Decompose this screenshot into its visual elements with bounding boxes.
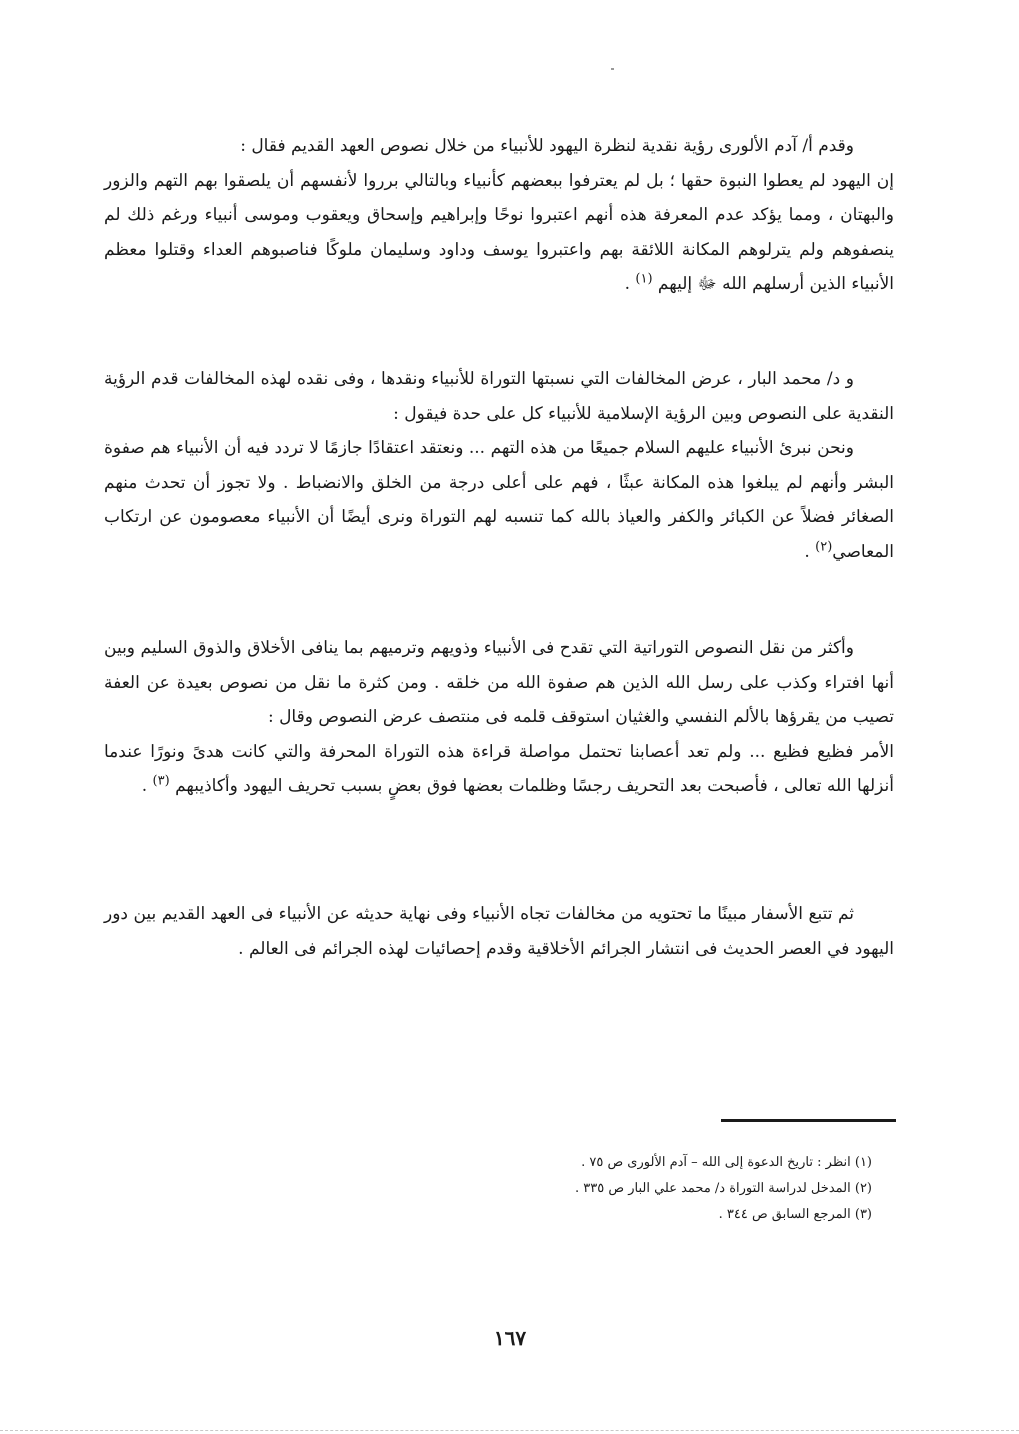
scan-speck — [611, 68, 614, 70]
footnote-1: (١) انظر : تاريخ الدعوة إلى الله – آدم الألورى ص ٧٥ . — [581, 1155, 872, 1170]
footnote-marker[interactable]: (٣) — [152, 773, 170, 789]
block-quote — [104, 164, 894, 302]
page-number: ١٦٧ — [493, 1326, 527, 1350]
paragraph-text: ثم تتبع الأسفار مبينًا ما تحتويه من مخالفات تجاه الأنبياء وفى نهاية حديثه عن الأنبياء فى العهد القديم بين دور اليهود في العصر الحديث فى انتشار الجرائم الأخلاقية وقدم إحصائيات لهذه الجرائم فى العالم . — [104, 904, 894, 959]
quote-text: الأمر فظيع فظيع ... ولم تعد أعصابنا تحتمل مواصلة قراءة هذه التوراة المحرفة والتي كانت هدىً ونورًا عندما أنزلها الله تعالى ، فأصبحت بعد التحريف رجسًا وظلمات بعضها فوق بعضٍ بسبب تحريف اليهود وأكاذيبهم — [104, 741, 894, 796]
footnote-marker[interactable]: (١) — [635, 271, 653, 287]
footnote-2: (٢) المدخل لدراسة التوراة د/ محمد علي البار ص ٣٣٥ . — [575, 1181, 872, 1196]
block-quote — [104, 735, 894, 804]
quote-text: ونحن نبرئ الأنبياء عليهم السلام جميعًا من هذه التهم ... ونعتقد اعتقادًا جازمًا لا تردد فيه أن الأنبياء هم صفوة البشر وأنهم لم يبلغوا هذه المكانة عبثًا ، فهم على أعلى درجة من الخلق والانضباط . ولا تجوز أن تحدث منهم الصغائر فضلاً عن الكبائر والكفر والعياذ بالله كما تنسبه لهم التوراة ونرى أيضًا أن الأنبياء معصومون عن ارتكاب المعاصي — [104, 438, 894, 562]
quote-text: إن اليهود لم يعطوا النبوة حقها ؛ بل لم يعترفوا ببعضهم كأنبياء وبالتالي برروا لأنفسهم أن يلصقوا بهم التهم والزور والبهتان ، ومما يؤكد عدم المعرفة هذه أنهم اعتبروا نوحًا وإبراهيم وإسحاق ويعقوب وموسى أنبياء ورغم ذلك لم ينصفوهم ولم يترلوهم المكانة اللائقة بهم واعتبروا يوسف وداود وسليمان ملوكًا فناصبوهم العداء وقتلوا معظم الأنبياء الذين أرسلهم الله ﷻ إليهم — [104, 170, 894, 294]
paragraph-aldury-critique — [104, 129, 894, 302]
scan-bottom-edge — [0, 1430, 1019, 1431]
paragraph-albar-critique — [104, 362, 894, 569]
footnote-3: (٣) المرجع السابق ص ٣٤٤ . — [718, 1207, 872, 1222]
paragraph-texts-quoted — [104, 631, 894, 804]
quote-end: . — [624, 274, 636, 294]
quote-end: . — [804, 541, 816, 562]
footnote-divider — [721, 1119, 896, 1122]
footnotes — [500, 1150, 872, 1228]
paragraph-intro: وأكثر من نقل النصوص التوراتية التي تقدح فى الأنبياء وذويهم وترميهم بما ينافى الأخلاق والذوق السليم وبين أنها افتراء وكذب على رسل الله الذين هم صفوة الله من خلقه . ومن كثرة ما نقل من نصوص بعيدة عن العفة تصيب من يقرؤها بالألم النفسي والغثيان استوقف قلمه فى منتصف عرض النصوص وقال : — [104, 638, 894, 727]
paragraph-conclusion — [104, 897, 894, 966]
paragraph-intro: و د/ محمد البار ، عرض المخالفات التي نسبتها التوراة للأنبياء ونقدها ، وفى نقده لهذه المخالفات قدم الرؤية النقدية على النصوص وبين الرؤية الإسلامية للأنبياء كل على حدة فيقول : — [104, 369, 894, 424]
block-quote — [104, 431, 894, 569]
quote-end: . — [141, 776, 153, 796]
footnote-marker[interactable]: (٢) — [815, 538, 833, 554]
paragraph-intro: وقدم أ/ آدم الألورى رؤية نقدية لنظرة اليهود للأنبياء من خلال نصوص العهد القديم فقال : — [240, 136, 854, 156]
